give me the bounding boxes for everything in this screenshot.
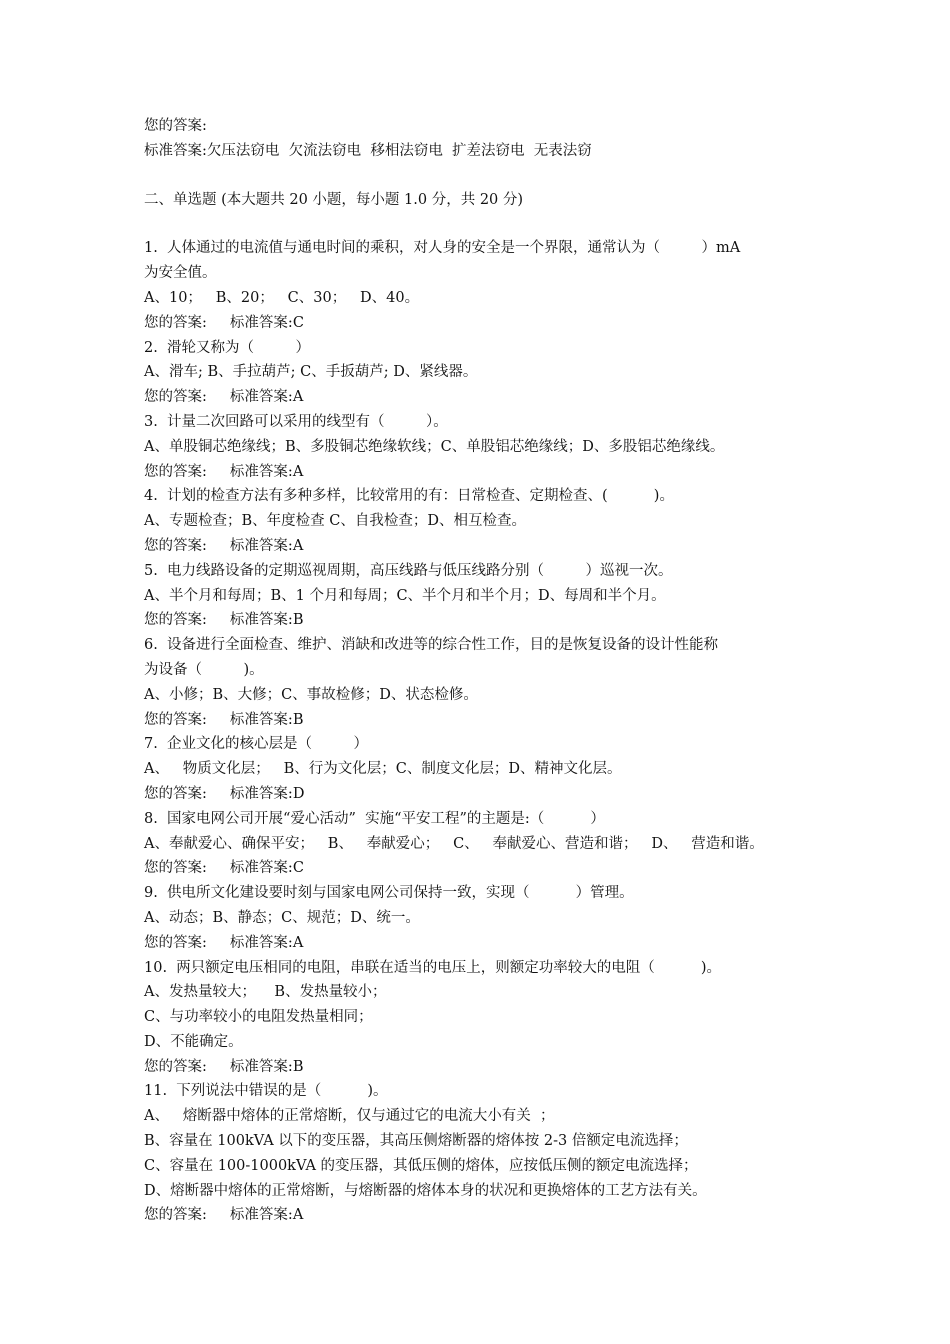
question-stem: 9. 供电所文化建设要时刻与国家电网公司保持一致，实现（ ）管理。 bbox=[144, 885, 634, 902]
question-stem: 3. 计量二次回路可以采用的线型有（ ）。 bbox=[144, 413, 448, 430]
question-list bbox=[144, 236, 834, 1228]
question-options: A、奉献爱心、确保平安； B、 奉献爱心； C、 奉献爱心、营造和谐； D、 营造和谐。 bbox=[144, 835, 764, 852]
question-options: A、小修；B、大修；C、事故检修；D、状态检修。 bbox=[144, 686, 478, 703]
question-options: A、 物质文化层； B、行为文化层；C、制度文化层；D、精神文化层。 bbox=[144, 761, 622, 778]
answer-line: 您的答案: 标准答案:B bbox=[144, 612, 304, 629]
question-stem: 为安全值。 bbox=[144, 265, 217, 282]
question-block bbox=[144, 410, 834, 484]
answer-line: 您的答案: 标准答案:D bbox=[144, 785, 305, 802]
question-options: B、容量在 100kVA 以下的变压器，其高压侧熔断器的熔体按 2-3 倍额定电流选择； bbox=[144, 1133, 688, 1150]
question-block bbox=[144, 1079, 834, 1228]
question-stem: 1. 人体通过的电流值与通电时间的乘积，对人身的安全是一个界限，通常认为（ ）mA bbox=[144, 240, 741, 257]
question-options: D、熔断器中熔体的正常熔断，与熔断器的熔体本身的状况和更换熔体的工艺方法有关。 bbox=[144, 1182, 707, 1199]
question-stem: 为设备（ )。 bbox=[144, 661, 264, 678]
question-block bbox=[144, 732, 834, 806]
answer-line: 您的答案: 标准答案:A bbox=[144, 1207, 304, 1224]
question-options: A、滑车; B、手拉葫芦; C、手扳葫芦; D、紧线器。 bbox=[144, 364, 478, 381]
intro-your-answer: 您的答案: bbox=[144, 118, 207, 134]
intro-standard-answer: 标准答案:欠压法窃电 欠流法窃电 移相法窃电 扩差法窃电 无表法窃 bbox=[144, 142, 592, 159]
answer-line: 您的答案: 标准答案:A bbox=[144, 537, 304, 554]
question-block bbox=[144, 956, 834, 1080]
question-block bbox=[144, 484, 834, 558]
question-stem: 8. 国家电网公司开展“爱心活动” 实施“平安工程”的主题是:（ ） bbox=[144, 810, 605, 827]
answer-line: 您的答案: 标准答案:B bbox=[144, 1058, 304, 1075]
answer-line: 您的答案: 标准答案:C bbox=[144, 860, 304, 877]
spacer bbox=[144, 212, 834, 236]
question-stem: 2. 滑轮又称为（ ） bbox=[144, 339, 311, 356]
question-options: A、发热量较大； B、发热量较小； bbox=[144, 984, 387, 1001]
question-stem: 10. 两只额定电压相同的电阻，串联在适当的电压上，则额定功率较大的电阻（ )。 bbox=[144, 959, 722, 976]
answer-line: 您的答案: 标准答案:B bbox=[144, 711, 304, 728]
answer-line: 您的答案: 标准答案:A bbox=[144, 934, 304, 951]
question-block bbox=[144, 236, 834, 335]
question-options: A、10； B、20； C、30； D、40。 bbox=[144, 289, 420, 306]
question-options: A、单股铜芯绝缘线；B、多股铜芯绝缘软线；C、单股铝芯绝缘线；D、多股铝芯绝缘线。 bbox=[144, 438, 725, 455]
question-block bbox=[144, 336, 834, 410]
question-options: C、容量在 100-1000kVA 的变压器，其低压侧的熔体，应按低压侧的额定电流选择； bbox=[144, 1157, 698, 1174]
spacer bbox=[144, 164, 834, 188]
answer-line: 您的答案: 标准答案:A bbox=[144, 389, 304, 406]
section-heading: 二、单选题 (本大题共 20 小题，每小题 1.0 分，共 20 分) bbox=[144, 191, 524, 208]
answer-line: 您的答案: 标准答案:C bbox=[144, 314, 304, 331]
question-stem: 5. 电力线路设备的定期巡视周期，高压线路与低压线路分别（ ）巡视一次。 bbox=[144, 562, 673, 579]
question-options: C、与功率较小的电阻发热量相同； bbox=[144, 1009, 373, 1026]
answer-line: 您的答案: 标准答案:A bbox=[144, 463, 304, 480]
question-options: D、不能确定。 bbox=[144, 1033, 243, 1050]
question-stem: 4. 计划的检查方法有多种多样，比较常用的有：日常检查、定期检查、( )。 bbox=[144, 488, 674, 505]
question-options: A、专题检查；B、年度检查 C、自我检查；D、相互检查。 bbox=[144, 513, 526, 530]
question-options: A、 熔断器中熔体的正常熔断，仅与通过它的电流大小有关 ； bbox=[144, 1108, 555, 1125]
question-stem: 11. 下列说法中错误的是（ )。 bbox=[144, 1083, 388, 1100]
question-stem: 7. 企业文化的核心层是（ ） bbox=[144, 736, 369, 753]
question-options: A、半个月和每周；B、1 个月和每周；C、半个月和半个月；D、每周和半个月。 bbox=[144, 587, 666, 604]
document-page bbox=[144, 114, 834, 1228]
question-block bbox=[144, 881, 834, 955]
question-stem: 6. 设备进行全面检查、维护、消缺和改进等的综合性工作，目的是恢复设备的设计性能称 bbox=[144, 637, 719, 654]
question-block bbox=[144, 807, 834, 881]
question-options: A、动态；B、静态；C、规范；D、统一。 bbox=[144, 909, 420, 926]
question-block bbox=[144, 559, 834, 633]
question-block bbox=[144, 633, 834, 732]
